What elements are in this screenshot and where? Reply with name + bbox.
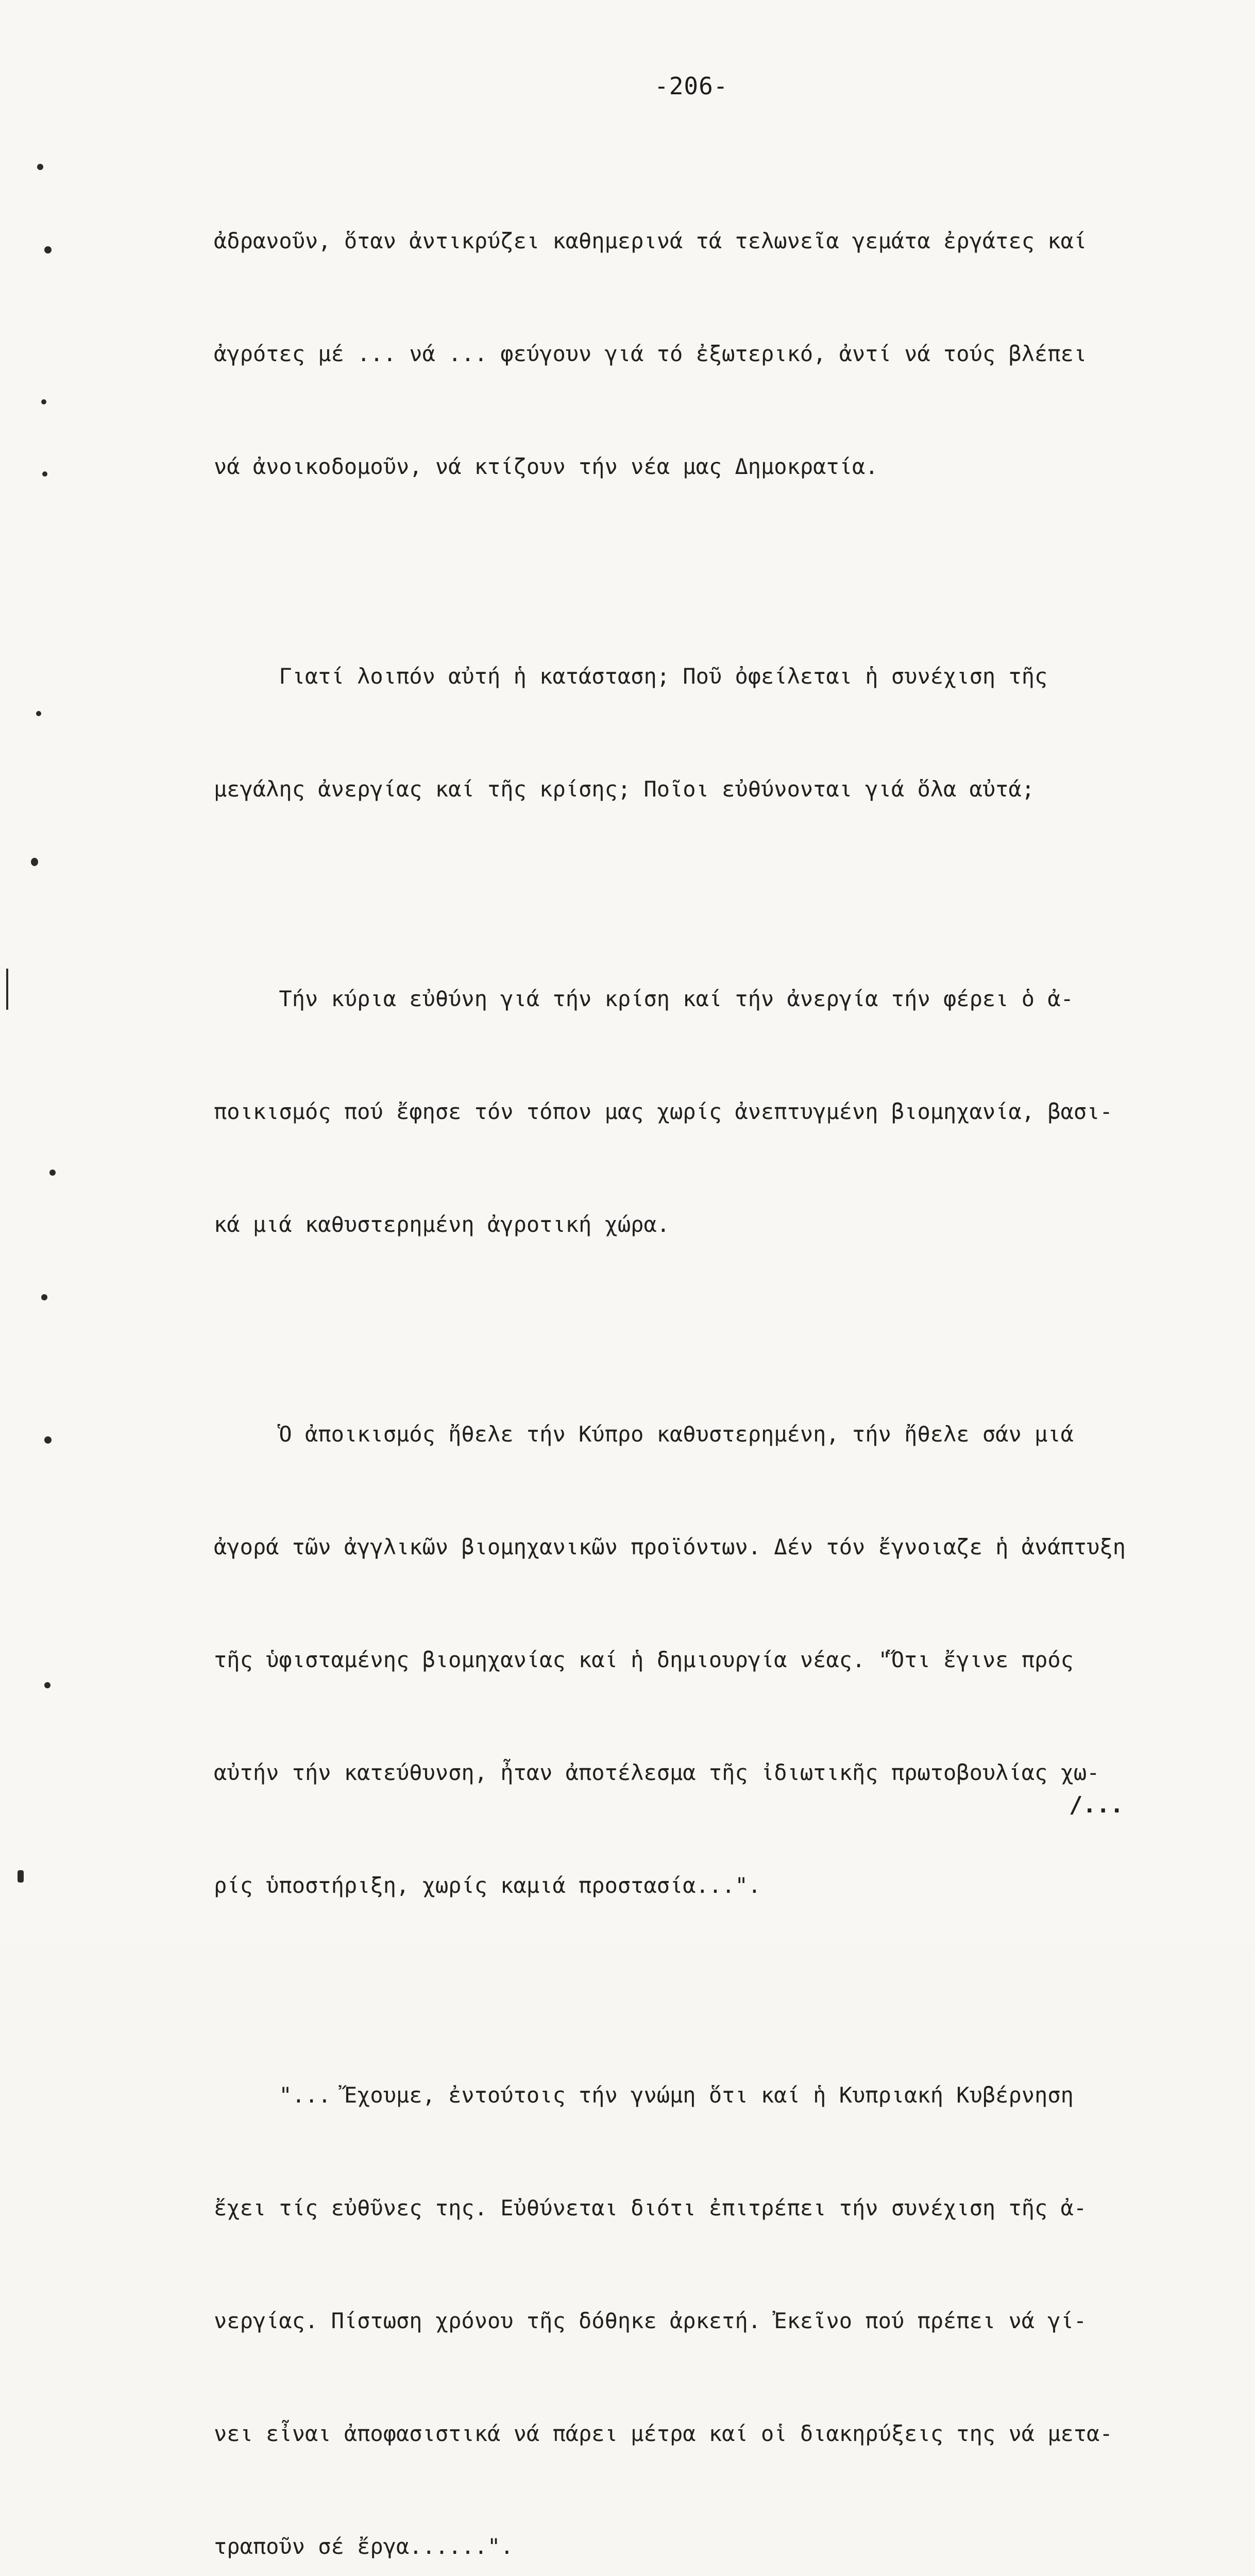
text-line: νει εἶναι ἀποφασιστικά νά πάρει μέτρα καί οἱ διακηρύξεις της νά μετα- (214, 2421, 1113, 2446)
scan-speck (44, 1682, 50, 1688)
scan-speck (41, 1294, 47, 1300)
text-line: ρίς ὑποστήριξη, χωρίς καμιά προστασία...". (214, 1873, 761, 1898)
page-number: -206- (654, 72, 728, 100)
continuation-mark: /... (1069, 1792, 1124, 1818)
scan-speck (49, 1170, 56, 1176)
scan-speck (37, 164, 43, 170)
text-line: αὐτήν τήν κατεύθυνση, ἦταν ἀποτέλεσμα τῆς ἰδιωτικῆς πρωτοβουλίας χω- (214, 1760, 1100, 1785)
paragraph-4 (214, 1340, 1167, 1979)
text-line: ἀδρανοῦν, ὅταν ἀντικρύζει καθημερινά τά τελωνεῖα γεμάτα ἐργάτες καί (214, 228, 1087, 253)
paragraph-5 (214, 2001, 1167, 2576)
scan-speck (42, 471, 47, 477)
scan-speck (41, 399, 46, 404)
scan-speck (18, 1870, 24, 1883)
text-line: τραποῦν σέ ἔργα......". (214, 2534, 514, 2559)
paragraph-1 (214, 147, 1167, 561)
scan-speck (44, 246, 52, 253)
scan-speck (44, 1436, 52, 1444)
body-text (214, 147, 1167, 2576)
text-line: Τήν κύρια εὐθύνη γιά τήν κρίση καί τήν ἀνεργία τήν φέρει ὁ ἀ- (214, 986, 1074, 1011)
scan-speck (31, 858, 38, 866)
text-line: ἀγορά τῶν ἀγγλικῶν βιομηχανικῶν προϊόντων. Δέν τόν ἔγνοιαζε ἡ ἀνάπτυξη (214, 1534, 1126, 1560)
text-line: ἔχει τίς εὐθῦνες της. Εὐθύνεται διότι ἐπιτρέπει τήν συνέχιση τῆς ἀ- (214, 2195, 1087, 2221)
scan-speck (6, 969, 8, 1010)
text-line: Γιατί λοιπόν αὐτή ἡ κατάσταση; Ποῦ ὀφείλεται ἡ συνέχιση τῆς (214, 664, 1048, 689)
text-line: Ὁ ἀποικισμός ἤθελε τήν Κύπρο καθυστερημένη, τήν ἤθελε σάν μιά (214, 1421, 1074, 1447)
text-line: ποικισμός πού ἔφησε τόν τόπον μας χωρίς ἀνεπτυγμένη βιομηχανία, βασι- (214, 1099, 1113, 1124)
scan-speck (36, 711, 41, 716)
paragraph-2 (214, 582, 1167, 883)
text-line: μεγάλης ἀνεργίας καί τῆς κρίσης; Ποῖοι εὐθύνονται γιά ὅλα αὐτά; (214, 776, 1035, 802)
text-line: κά μιά καθυστερημένη ἀγροτική χώρα. (214, 1212, 670, 1237)
text-line: νεργίας. Πίστωση χρόνου τῆς δόθηκε ἀρκετή. Ἐκεῖνο πού πρέπει νά γί- (214, 2308, 1087, 2333)
text-line: τῆς ὑφισταμένης βιομηχανίας καί ἡ δημιουργία νέας. "Ὅτι ἔγινε πρός (214, 1647, 1074, 1672)
text-line: νά ἀνοικοδομοῦν, νά κτίζουν τήν νέα μας Δημοκρατία. (214, 454, 878, 479)
text-line: ἀγρότες μέ ... νά ... φεύγουν γιά τό ἐξωτερικό, ἀντί νά τούς βλέπει (214, 341, 1087, 366)
text-line: "... Ἔχουμε, ἐντούτοις τήν γνώμη ὅτι καί ἡ Κυπριακή Κυβέρνηση (214, 2082, 1074, 2108)
paragraph-3 (214, 905, 1167, 1318)
